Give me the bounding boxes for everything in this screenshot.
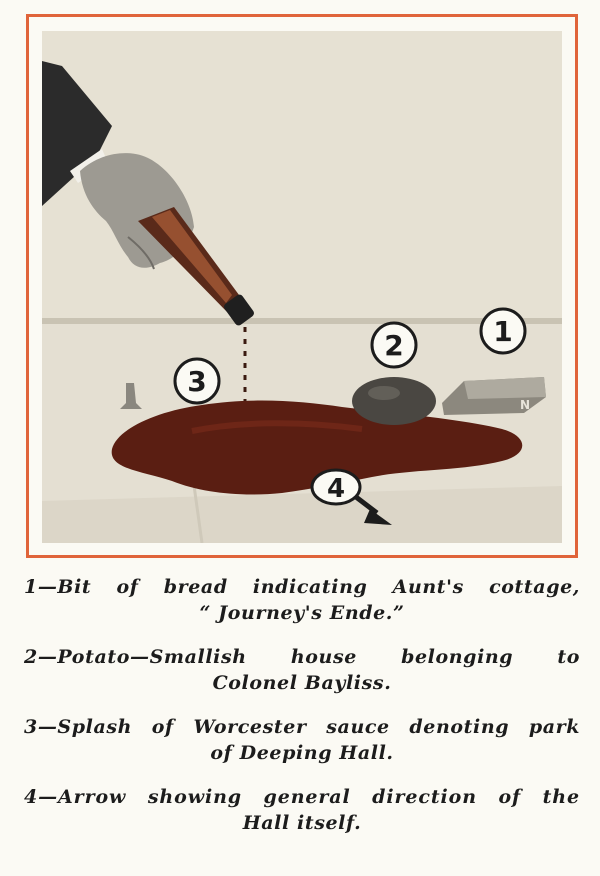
caption-2	[24, 644, 580, 696]
marker-2	[372, 323, 416, 367]
caption-1-line-1: 1—Bit of bread indicating Aunt's cottage,	[24, 576, 580, 598]
caption-3-line-1: 3—Splash of Worcester sauce denoting park	[24, 716, 580, 738]
photo-frame	[26, 14, 578, 558]
caption-3	[24, 714, 580, 766]
caption-3-line-2: of Deeping Hall.	[210, 742, 394, 764]
photograph	[42, 31, 562, 543]
marker-1-label: 1	[493, 315, 513, 348]
caption-4-line-1: 4—Arrow showing general direction of the	[24, 786, 580, 808]
marker-2-label: 2	[384, 329, 404, 362]
caption-1-line-2: “ Journey's Ende.”	[199, 602, 405, 624]
caption-2-line-1: 2—Potato—Smallish house belonging to	[24, 646, 580, 668]
caption-4-line-2: Hall itself.	[242, 812, 362, 834]
marker-4-label: 4	[326, 474, 346, 504]
marker-3-label: 3	[187, 365, 207, 398]
potato	[352, 377, 436, 425]
svg-text:N: N	[520, 398, 531, 412]
photo-illustration	[42, 31, 562, 543]
marker-3	[175, 359, 219, 403]
captions	[24, 574, 580, 854]
caption-4	[24, 784, 580, 836]
marker-1	[481, 309, 525, 353]
caption-1	[24, 574, 580, 626]
caption-2-line-2: Colonel Bayliss.	[212, 672, 392, 694]
